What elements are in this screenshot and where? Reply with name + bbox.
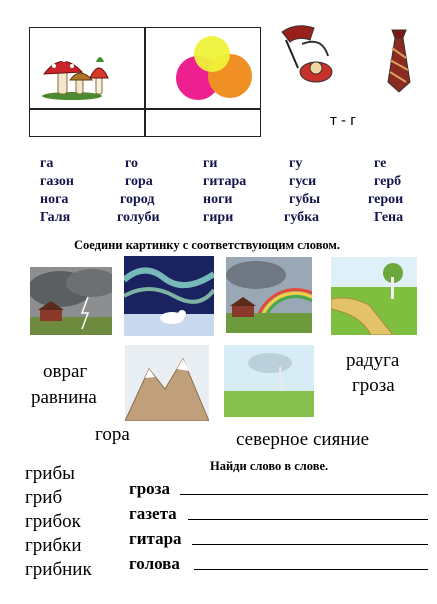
syllable-cell: гу xyxy=(289,156,303,171)
syllable-cell: голуби xyxy=(117,210,160,225)
picture-ravine xyxy=(331,257,417,335)
mushroom-word: грибник xyxy=(25,559,92,580)
mushroom-word: грибы xyxy=(25,463,75,484)
match-word-ovrag: овраг xyxy=(43,361,88,382)
syllable-cell: герб xyxy=(374,174,402,189)
syllable-cell: герои xyxy=(368,192,404,207)
telephone-icon xyxy=(278,22,336,86)
match-word-severnoe: северное сияние xyxy=(236,429,370,450)
syllable-cell: губы xyxy=(289,192,321,207)
syllable-cell: Галя xyxy=(40,210,71,225)
syllable-cell: ноги xyxy=(203,192,233,207)
find-word: гитара xyxy=(129,529,182,548)
syllable-cell: ге xyxy=(374,156,387,171)
syllable-cell: ги xyxy=(203,156,218,171)
syllable-cell: гора xyxy=(125,174,153,189)
syllable-cell: город xyxy=(120,192,155,207)
syllable-cell: го xyxy=(125,156,139,171)
mushroom-word: грибки xyxy=(25,535,82,556)
necktie-icon xyxy=(384,28,414,94)
match-word-gora: гора xyxy=(95,424,130,445)
letters-label: т - г xyxy=(330,112,356,129)
picture-rainbow xyxy=(226,257,312,333)
picture-storm xyxy=(30,267,112,335)
picture-grid xyxy=(29,27,261,137)
find-word: гроза xyxy=(129,479,171,498)
syllable-cell: газон xyxy=(40,174,74,189)
mushroom-word: грибок xyxy=(25,511,81,532)
syllable-cell: Гена xyxy=(374,210,404,225)
picture-aurora xyxy=(124,256,214,336)
answer-line[interactable] xyxy=(192,544,428,545)
match-word-groza: гроза xyxy=(352,375,395,396)
answer-line[interactable] xyxy=(180,494,428,495)
grid-divider-vertical xyxy=(144,28,146,136)
match-word-raduga: радуга xyxy=(346,350,400,371)
answer-line[interactable] xyxy=(188,519,428,520)
mushrooms-icon xyxy=(38,42,112,102)
picture-mountain xyxy=(125,345,209,421)
find-word: голова xyxy=(129,554,180,573)
instruction-match: Соедини картинку с соответствующим словом. xyxy=(74,238,341,252)
syllable-cell: губка xyxy=(284,210,320,225)
syllable-cell: нога xyxy=(40,192,69,207)
picture-plain xyxy=(224,345,314,417)
match-word-ravnina: равнина xyxy=(31,387,97,408)
syllable-cell: гири xyxy=(203,210,234,225)
grid-divider-horizontal xyxy=(30,108,260,110)
find-word: газета xyxy=(129,504,177,523)
syllable-cell: гуси xyxy=(289,174,317,189)
syllable-cell: га xyxy=(40,156,54,171)
instruction-find: Найди слово в слове. xyxy=(210,459,329,473)
answer-line[interactable] xyxy=(194,569,428,570)
syllable-cell: гитара xyxy=(203,174,247,189)
mushroom-word: гриб xyxy=(25,487,63,508)
color-circles-icon xyxy=(172,34,254,100)
